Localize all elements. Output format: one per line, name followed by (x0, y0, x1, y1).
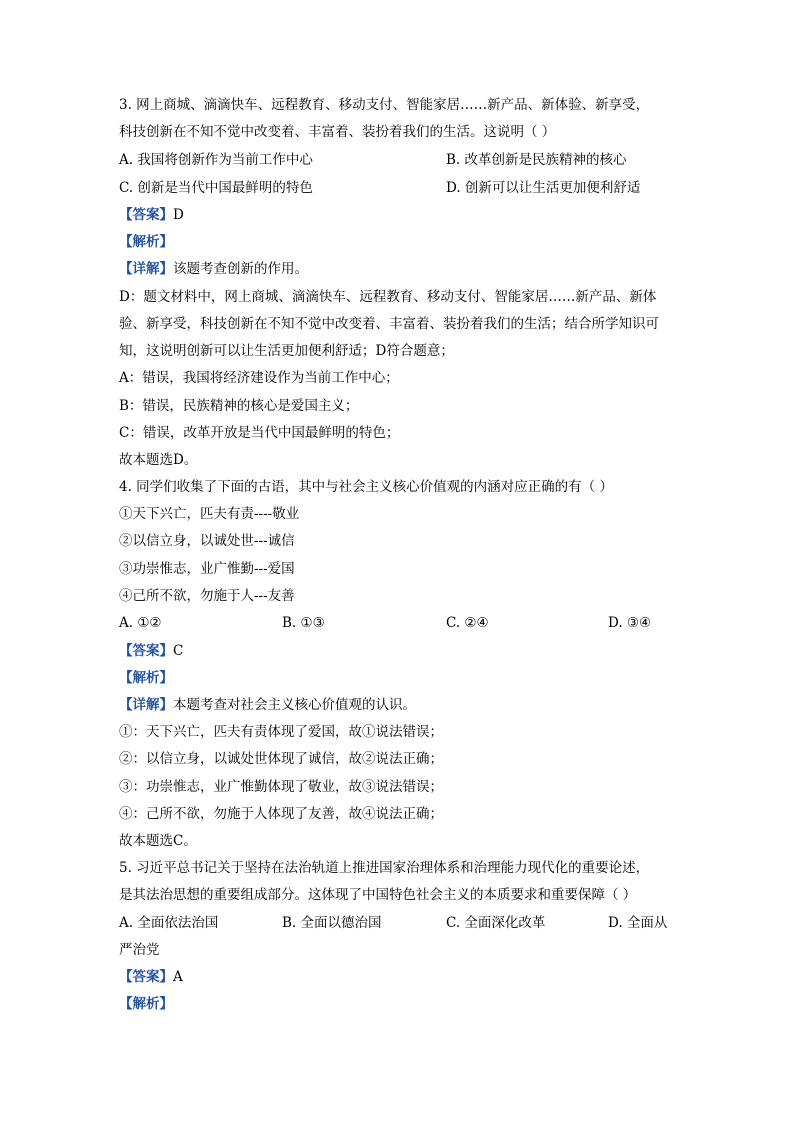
q4-item-3: ③功崇惟志，业广惟勤---爱国 (119, 561, 295, 577)
q3-stem-line-2: 科技创新在不知不觉中改变着、丰富着、装扮着我们的生活。这说明（ ） (119, 124, 556, 140)
q3-option-d: D. 创新可以让生活更加便利舒适 (446, 180, 641, 196)
q4-item-4: ④己所不欲，勿施于人---友善 (119, 588, 295, 604)
q4-item-1: ①天下兴亡，匹夫有责----敬业 (119, 506, 300, 522)
q4-option-a: A. ①② (119, 615, 162, 631)
q4-analysis-heading (119, 668, 679, 688)
answer-tag: 【答案】 (119, 207, 173, 223)
q4-option-c: C. ②④ (446, 615, 489, 631)
q3-stem-line-1: 3. 网上商城、滴滴快车、远程教育、移动支付、智能家居……新产品、新体验、新享受， (119, 97, 650, 113)
q4-explanation-line-1: ①：天下兴亡，匹夫有责体现了爱国，故①说法错误； (119, 724, 443, 740)
detail-tag: 【详解】 (119, 261, 173, 277)
q4-item-2: ②以信立身，以诚处世---诚信 (119, 533, 295, 549)
analysis-tag: 【解析】 (119, 234, 173, 250)
q5-option-d: D. 全面从 (608, 915, 668, 931)
q3-option-c: C. 创新是当代中国最鲜明的特色 (119, 180, 313, 196)
detail-text: 本题考查对社会主义核心价值观的认识。 (173, 697, 416, 713)
answer-tag: 【答案】 (119, 969, 173, 985)
q3-answer (119, 205, 679, 225)
q4-option-d: D. ③④ (608, 615, 652, 631)
q3-explanation-line-4: A：错误，我国将经济建设作为当前工作中心； (119, 370, 399, 386)
q3-detail (119, 259, 679, 279)
q5-option-b: B. 全面以德治国 (282, 915, 382, 931)
detail-tag: 【详解】 (119, 697, 173, 713)
q5-stem-line-1: 5. 习近平总书记关于坚持在法治轨道上推进国家治理体系和治理能力现代化的重要论述， (119, 860, 650, 876)
q4-conclusion: 故本题选C。 (119, 833, 197, 849)
q4-explanation-line-4: ④：己所不欲，勿施于人体现了友善，故④说法正确； (119, 806, 443, 822)
analysis-tag: 【解析】 (119, 670, 173, 686)
q3-analysis-heading (119, 232, 679, 252)
q5-analysis-heading (119, 994, 679, 1014)
q4-answer (119, 641, 679, 661)
answer-value: A (173, 969, 183, 985)
q5-option-d-continuation: 严治党 (119, 942, 160, 958)
q5-stem-line-2: 是其法治思想的重要组成部分。这体现了中国特色社会主义的本质要求和重要保障（ ） (119, 887, 637, 903)
q3-option-b: B. 改革创新是民族精神的核心 (446, 152, 627, 168)
q4-stem: 4. 同学们收集了下面的古语，其中与社会主义核心价值观的内涵对应正确的有（ ） (119, 479, 613, 495)
q3-explanation-line-1: D：题文材料中，网上商城、滴滴快车、远程教育、移动支付、智能家居……新产品、新体 (119, 289, 657, 305)
q4-detail (119, 695, 679, 715)
q4-explanation-line-2: ②：以信立身，以诚处世体现了诚信，故②说法正确； (119, 751, 443, 767)
q3-option-a: A. 我国将创新作为当前工作中心 (119, 152, 313, 168)
q5-option-c: C. 全面深化改革 (446, 915, 546, 931)
detail-text: 该题考查创新的作用。 (173, 261, 308, 277)
q4-option-b: B. ①③ (282, 615, 325, 631)
q3-explanation-line-2: 验、新享受，科技创新在不知不觉中改变着、丰富着、装扮着我们的生活；结合所学知识可 (119, 316, 659, 332)
answer-value: C (173, 643, 184, 659)
q3-conclusion: 故本题选D。 (119, 452, 198, 468)
answer-tag: 【答案】 (119, 643, 173, 659)
q5-answer (119, 967, 679, 987)
answer-value: D (173, 207, 184, 223)
q4-explanation-line-3: ③：功崇惟志，业广惟勤体现了敬业，故③说法错误； (119, 779, 443, 795)
q3-explanation-line-6: C：错误，改革开放是当代中国最鲜明的特色； (119, 425, 400, 441)
q3-explanation-line-5: B：错误，民族精神的核心是爱国主义； (119, 398, 359, 414)
q5-option-a: A. 全面依法治国 (119, 915, 219, 931)
analysis-tag: 【解析】 (119, 996, 173, 1012)
q3-explanation-line-3: 知，这说明创新可以让生活更加便利舒适；D符合题意； (119, 343, 454, 359)
